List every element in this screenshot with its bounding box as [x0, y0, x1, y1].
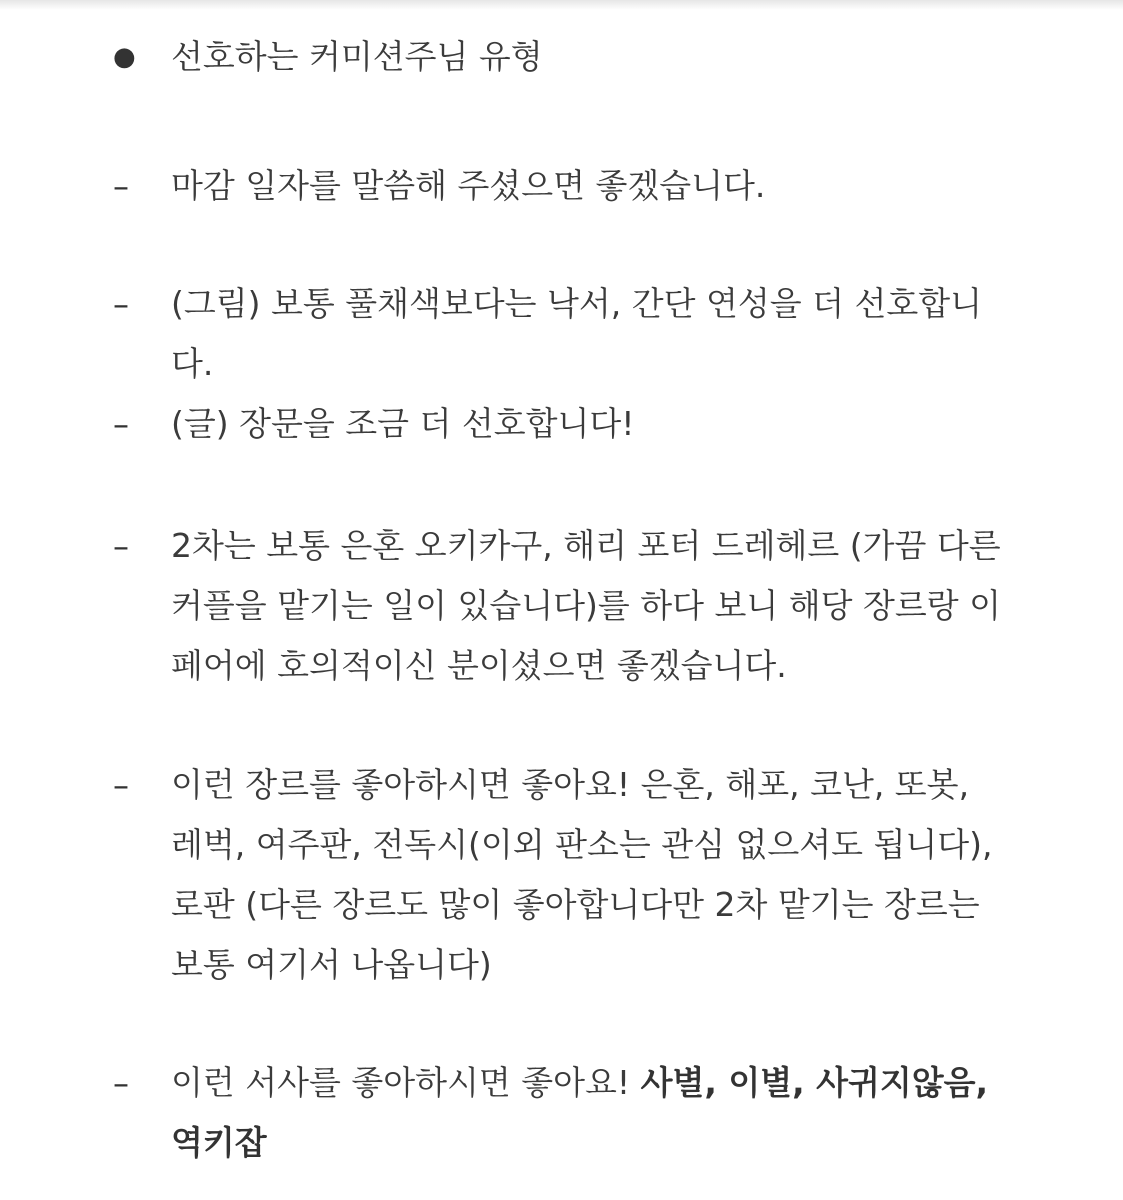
text-line: (그림) 보통 풀채색보다는 낙서, 간단 연성을 더 선호합니 — [171, 284, 982, 323]
text-line: 2차는 보통 은혼 오키카구, 해리 포터 드레헤르 (가끔 다른 — [171, 526, 1001, 565]
dash-marker: – — [113, 405, 129, 443]
list-item-text — [171, 1053, 1051, 1173]
text-line: (글) 장문을 조금 더 선호합니다! — [171, 404, 635, 443]
text-line: 이런 장르를 좋아하시면 좋아요! 은혼, 해포, 코난, 또봇, — [171, 765, 970, 804]
bullet-marker: ● — [113, 42, 136, 72]
dash-marker: – — [113, 766, 129, 804]
text-line: 페어에 호의적이신 분이셨으면 좋겠습니다. — [171, 646, 787, 685]
list-item-text — [171, 156, 1051, 216]
text-bold-keywords: 역키잡 — [171, 1123, 267, 1162]
text-line — [171, 1053, 1051, 1113]
text-bold-keywords: 사별, 이별, 사귀지않음, — [640, 1063, 989, 1102]
dash-marker: – — [113, 285, 129, 323]
list-item-text — [171, 755, 1051, 995]
text-line: 로판 (다른 장르도 많이 좋아합니다만 2차 맡기는 장르는 — [171, 885, 980, 924]
text-line: 커플을 맡기는 일이 있습니다)를 하다 보니 해당 장르랑 이 — [171, 586, 1001, 625]
text-line: 다. — [171, 344, 214, 383]
list-item-text — [171, 274, 1051, 394]
text-line: 마감 일자를 말씀해 주셨으면 좋겠습니다. — [171, 166, 766, 205]
list-item-text — [171, 27, 1051, 87]
dash-marker: – — [113, 167, 129, 205]
text-line: 선호하는 커미션주님 유형 — [171, 37, 543, 76]
text-normal: 이런 서사를 좋아하시면 좋아요! — [171, 1063, 641, 1102]
text-line: 레벅, 여주판, 전독시(이외 판소는 관심 없으셔도 됩니다), — [171, 825, 993, 864]
dash-marker: – — [113, 1064, 129, 1102]
list-item-text — [171, 516, 1051, 696]
text-line: 보통 여기서 나옵니다) — [171, 945, 492, 984]
list-item-text — [171, 394, 1051, 454]
dash-marker: – — [113, 527, 129, 565]
